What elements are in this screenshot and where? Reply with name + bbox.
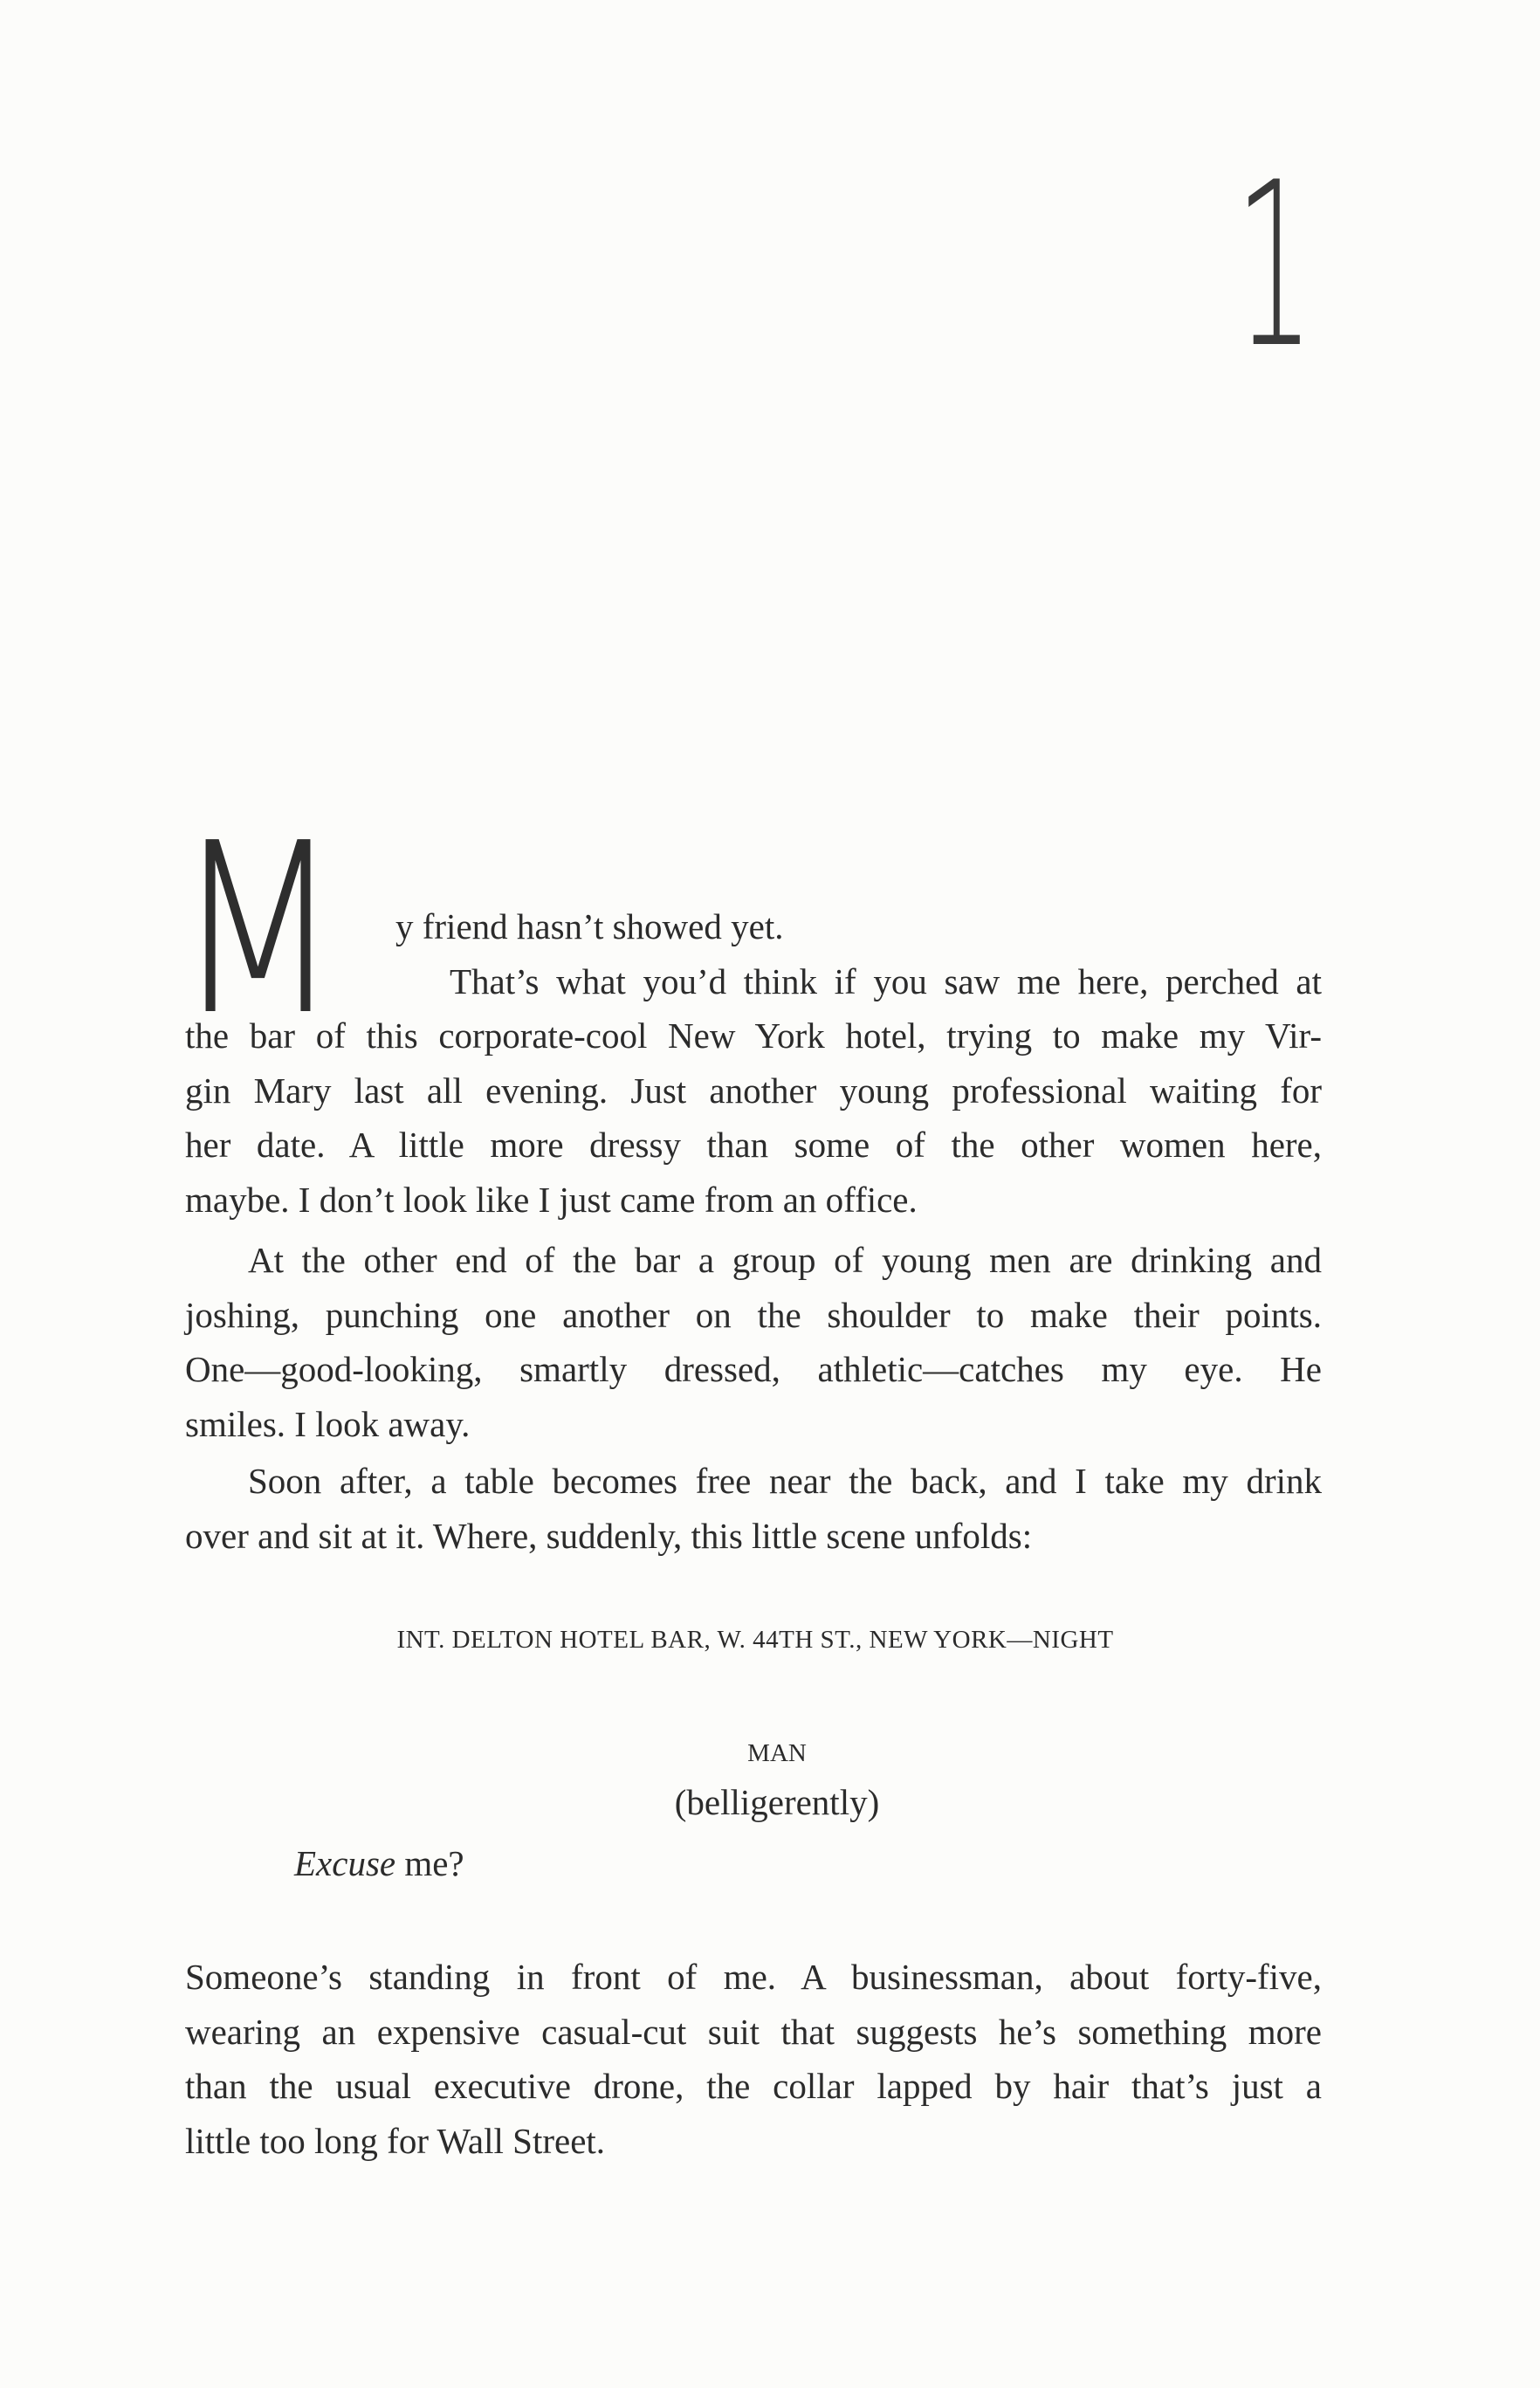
character-name: MAN <box>747 1739 807 1767</box>
scene-heading: INT. DELTON HOTEL BAR, W. 44TH ST., NEW YORK—NIGHT <box>396 1626 1114 1654</box>
chapter-number: 1 <box>1234 134 1315 398</box>
paragraph-line: One—good-looking, smartly dressed, athletic—catches my eye. He <box>185 1349 1322 1389</box>
drop-cap: M <box>175 792 342 1067</box>
paragraph-1-line-1: That’s what you’d think if you saw me here, perched at <box>450 961 1322 1001</box>
paragraph-1 <box>185 1008 1322 1227</box>
paragraph-line: than the usual executive drone, the collar lapped by hair that’s just a <box>185 2066 1322 2106</box>
paragraph-line: Someone’s standing in front of me. A businessman, about forty-five, <box>185 1957 1322 1997</box>
dialogue-rest: me? <box>395 1843 464 1883</box>
paragraph-line: At the other end of the bar a group of young men are drinking and <box>248 1240 1322 1280</box>
opening-line: y friend hasn’t showed yet. <box>395 906 784 946</box>
paragraph-line: maybe. I don’t look like I just came from an office. <box>185 1179 918 1220</box>
dialogue-emphasis: Excuse <box>294 1843 396 1883</box>
paragraph-line: wearing an expensive casual-cut suit that suggests he’s something more <box>185 2011 1322 2052</box>
paragraph-line: smiles. I look away. <box>185 1403 471 1444</box>
paragraph-line: little too long for Wall Street. <box>185 2120 606 2161</box>
paragraph-4 <box>185 1950 1322 2168</box>
paragraph-line: Soon after, a table becomes free near the back, and I take my drink <box>248 1461 1322 1501</box>
paragraph-line: her date. A little more dressy than some of the other women here, <box>185 1125 1322 1165</box>
dialogue-line <box>294 1842 464 1884</box>
paragraph-3 <box>185 1454 1322 1563</box>
paragraph-line: gin Mary last all evening. Just another young professional waiting for <box>185 1070 1322 1111</box>
paragraph-2 <box>185 1233 1322 1451</box>
paragraph-line: joshing, punching one another on the shoulder to make their points. <box>185 1294 1322 1335</box>
paragraph-line: over and sit at it. Where, suddenly, this little scene unfolds: <box>185 1515 1033 1556</box>
parenthetical: (belligerently) <box>674 1782 880 1822</box>
paragraph-line: the bar of this corporate-cool New York hotel, trying to make my Vir- <box>185 1015 1322 1056</box>
